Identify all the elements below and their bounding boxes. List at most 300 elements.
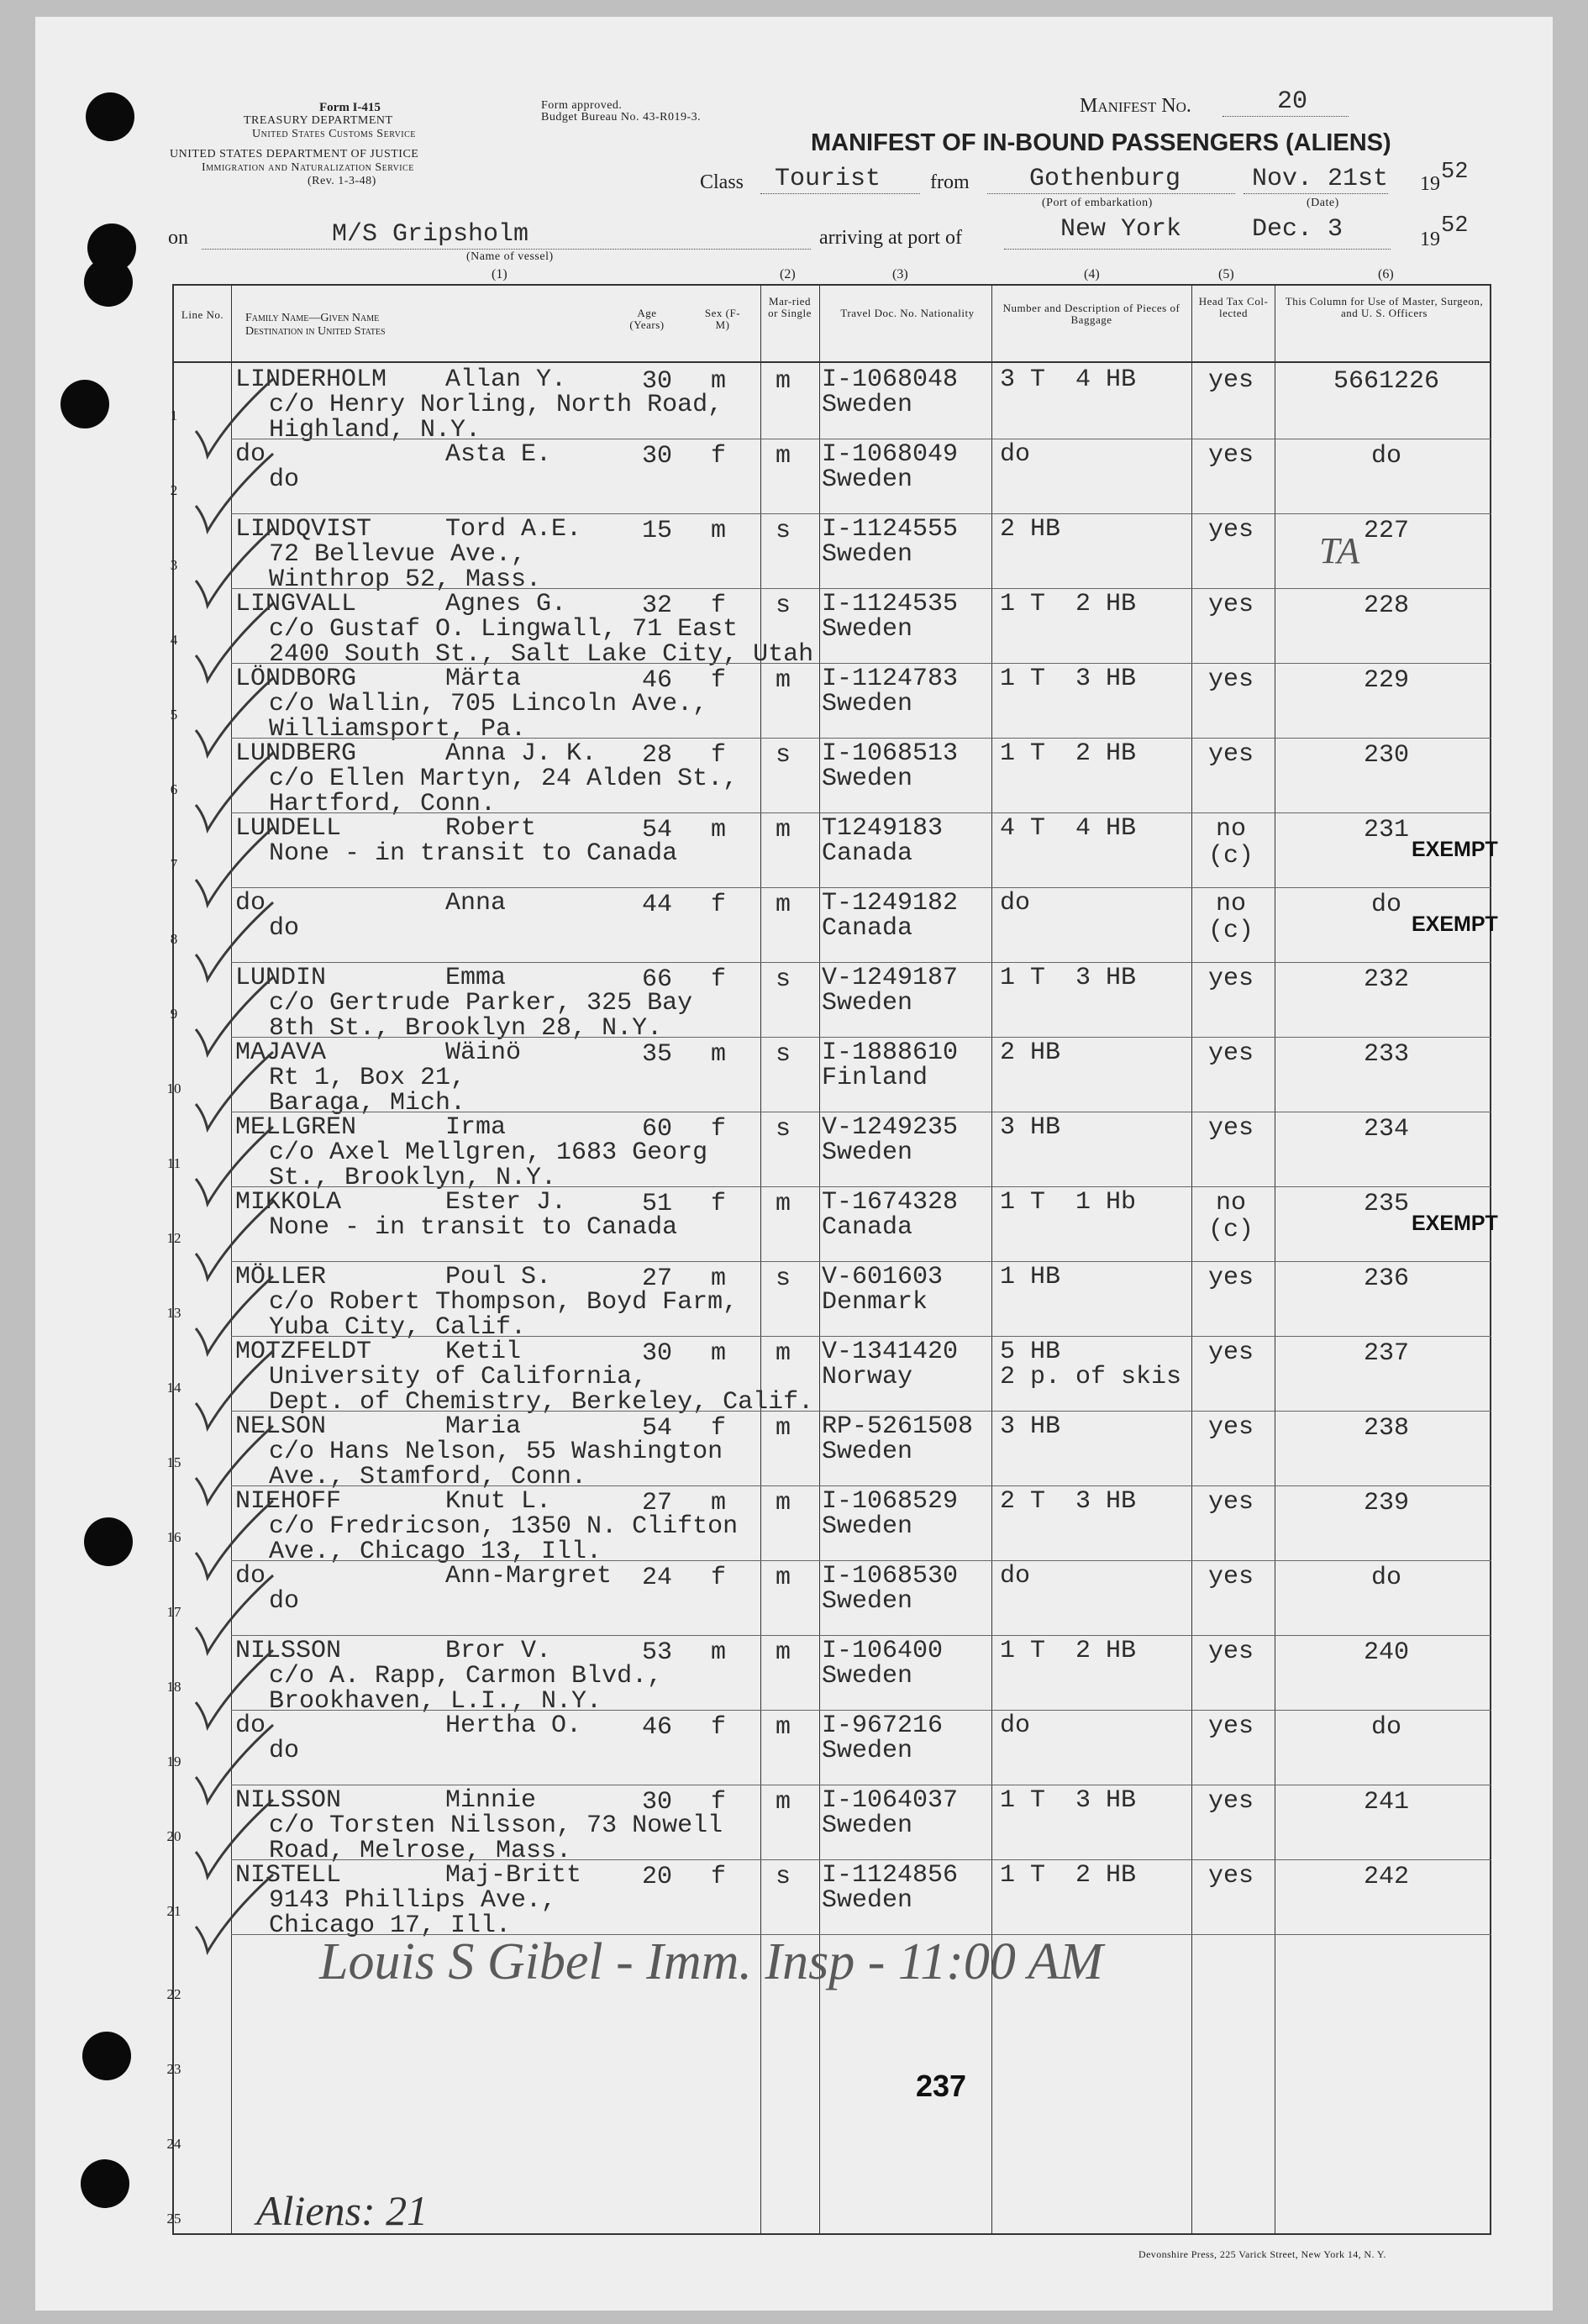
line-number: 16 — [166, 1529, 181, 1545]
travel-document: V-1341420 Norway — [822, 1338, 959, 1391]
manifest-title: MANIFEST OF IN-BOUND PASSENGERS (ALIENS) — [811, 129, 1391, 156]
travel-document: I-1124783 Sweden — [822, 665, 959, 718]
line-number: 20 — [166, 1828, 181, 1844]
travel-document: T1249183 Canada — [822, 814, 944, 868]
officer-entry: 233 — [1363, 1040, 1409, 1069]
aliens-count: Aliens: 21 — [256, 2187, 429, 2234]
baggage: 1 T 2 HB — [1000, 1861, 1137, 1890]
col-baggage: Number and Description of Pieces of Baggage — [1002, 302, 1180, 326]
head-tax: no (c) — [1207, 890, 1254, 945]
age: 66 — [641, 965, 672, 994]
marital-status: m — [775, 1638, 791, 1667]
destination: c/o Robert Thompson, Boyd Farm, Yuba City, Calif. — [269, 1288, 739, 1342]
travel-document: I-106400 Sweden — [822, 1637, 944, 1690]
travel-document: V-601603 Denmark — [822, 1263, 944, 1317]
table-row — [0, 588, 1588, 669]
officer-entry: 228 — [1363, 592, 1409, 620]
line-number: 8 — [170, 931, 178, 947]
head-tax: yes — [1207, 1338, 1254, 1367]
travel-document: I-1124555 Sweden — [822, 515, 959, 569]
officer-entry: do — [1370, 1713, 1401, 1742]
binder-hole — [86, 92, 134, 141]
destination: c/o Hans Nelson, 55 Washington Ave., Stamford, Conn. — [269, 1438, 723, 1491]
col-age: Age (Years) — [629, 307, 665, 331]
sex: f — [710, 891, 726, 919]
age: 60 — [641, 1115, 672, 1144]
sex: f — [710, 1863, 726, 1891]
head-tax: yes — [1207, 1039, 1254, 1068]
line-number: 6 — [170, 781, 178, 797]
on-label: on — [168, 227, 188, 249]
col-travel-doc: Travel Doc. No. Nationality — [840, 307, 975, 319]
revision: (Rev. 1-3-48) — [308, 175, 376, 187]
officer-entry: 229 — [1363, 666, 1409, 695]
officer-entry: 234 — [1363, 1115, 1409, 1144]
sex: m — [710, 1339, 726, 1368]
head-tax: yes — [1207, 516, 1254, 544]
col-married: Mar-ried or Single — [768, 295, 812, 319]
from-label: from — [930, 171, 970, 193]
family-name: NILSSON — [235, 1786, 342, 1815]
colnum: (2) — [780, 267, 796, 281]
head-tax: yes — [1207, 1563, 1254, 1591]
family-name: do — [235, 1562, 266, 1591]
marital-status: m — [775, 891, 791, 919]
colnum: (3) — [892, 267, 908, 281]
binder-hole — [82, 2032, 131, 2080]
travel-document: I-1064037 Sweden — [822, 1786, 959, 1840]
head-tax: yes — [1207, 965, 1254, 993]
destination: c/o Gustaf O. Lingwall, 71 East 2400 South St., Salt Lake City, Utah — [269, 615, 814, 669]
treasury-dept: TREASURY DEPARTMENT — [244, 114, 393, 127]
baggage: 2 T 3 HB — [1000, 1487, 1137, 1516]
passenger-entry — [235, 1713, 581, 1764]
line-number: 2 — [170, 482, 178, 498]
passenger-entry — [235, 891, 506, 941]
destination: None - in transit to Canada — [269, 1213, 678, 1242]
travel-document: I-1068529 Sweden — [822, 1487, 959, 1541]
table-row — [0, 439, 1588, 513]
marital-status: m — [775, 1564, 791, 1592]
baggage: 1 T 3 HB — [1000, 665, 1137, 693]
destination: do — [269, 914, 300, 943]
table-row — [0, 1186, 1588, 1261]
travel-document: V-1249187 Sweden — [822, 964, 959, 1017]
given-name: Märta — [445, 665, 522, 693]
given-name: Hertha O. — [445, 1711, 582, 1740]
depart-date: Nov. 21st — [1252, 165, 1389, 193]
family-name: NILSSON — [235, 1637, 342, 1665]
baggage: 1 T 3 HB — [1000, 1786, 1137, 1815]
officer-entry: 237 — [1363, 1339, 1409, 1368]
passenger-entry — [235, 1863, 581, 1938]
table-row — [0, 1560, 1588, 1635]
year-1: 52 — [1441, 160, 1469, 185]
officer-entry: 231 — [1363, 816, 1409, 844]
officer-entry: 238 — [1363, 1414, 1409, 1443]
sex: f — [710, 1564, 726, 1592]
line-number: 19 — [166, 1754, 181, 1769]
travel-document: I-1068048 Sweden — [822, 365, 959, 419]
colnum: (1) — [492, 267, 507, 281]
marital-status: m — [775, 816, 791, 844]
table-row — [0, 812, 1588, 887]
marital-status: s — [775, 1040, 791, 1069]
sex: f — [710, 442, 726, 471]
family-name: NISTELL — [235, 1861, 342, 1890]
head-tax: yes — [1207, 1264, 1254, 1292]
family-name: MELLGREN — [235, 1113, 357, 1142]
given-name: Asta E. — [445, 440, 552, 469]
exempt-stamp: EXEMPT — [1412, 912, 1498, 936]
baggage: 1 T 2 HB — [1000, 1637, 1137, 1665]
col-sex: Sex (F-M) — [704, 307, 741, 331]
baggage: 1 T 2 HB — [1000, 590, 1137, 618]
inspector-signature: Louis S Gibel - Imm. Insp - 11:00 AM — [319, 1933, 1103, 1990]
sex: f — [710, 1788, 726, 1817]
sex: f — [710, 1190, 726, 1218]
table-row — [0, 663, 1588, 744]
colnum: (5) — [1218, 267, 1234, 281]
officer-entry: do — [1370, 891, 1401, 919]
destination: c/o A. Rapp, Carmon Blvd., Brookhaven, L.I., N.Y. — [269, 1662, 663, 1716]
sex: m — [710, 816, 726, 844]
head-tax: yes — [1207, 1114, 1254, 1143]
passenger-entry — [235, 1040, 521, 1116]
baggage: 3 T 4 HB — [1000, 365, 1137, 394]
officer-entry: 242 — [1363, 1863, 1409, 1891]
year-prefix-1: 19 — [1420, 173, 1440, 195]
col-destination: Destination in United States — [245, 325, 386, 338]
marital-status: s — [775, 592, 791, 620]
given-name: Agnes G. — [445, 590, 567, 618]
sex: m — [710, 1265, 726, 1293]
form-number: Form I-415 — [319, 101, 381, 114]
officer-entry: 241 — [1363, 1788, 1409, 1817]
destination: c/o Ellen Martyn, 24 Alden St., Hartford, Conn. — [269, 765, 739, 818]
sex: m — [710, 1040, 726, 1069]
family-name: do — [235, 440, 266, 469]
marital-status: s — [775, 517, 791, 545]
travel-document: V-1249235 Sweden — [822, 1113, 959, 1167]
marital-status: s — [775, 1265, 791, 1293]
travel-document: I-1068530 Sweden — [822, 1562, 959, 1616]
line-number: 10 — [166, 1081, 181, 1096]
officer-entry: 230 — [1363, 741, 1409, 770]
passenger-entry — [235, 1190, 677, 1240]
destination: do — [269, 1737, 300, 1765]
printer-imprint: Devonshire Press, 225 Varick Street, New York 14, N. Y. — [1138, 2248, 1386, 2260]
age: 54 — [641, 816, 672, 844]
class-value: Tourist — [775, 165, 881, 193]
marital-status: m — [775, 1190, 791, 1218]
line-number: 5 — [170, 707, 178, 723]
line-number: 9 — [170, 1006, 178, 1022]
destination: c/o Gertrude Parker, 325 Bay 8th St., Brooklyn 28, N.Y. — [269, 989, 693, 1043]
marital-status: s — [775, 965, 791, 994]
destination: None - in transit to Canada — [269, 839, 678, 868]
year-2: 52 — [1441, 213, 1469, 239]
sex: f — [710, 965, 726, 994]
given-name: Irma — [445, 1113, 507, 1142]
form-approved: Form approved. — [541, 99, 623, 112]
sex: f — [710, 1713, 726, 1742]
age: 54 — [641, 1414, 672, 1443]
baggage: 3 HB — [1000, 1113, 1061, 1142]
family-name: LINDERHOLM — [235, 365, 387, 394]
given-name: Maria — [445, 1412, 522, 1441]
age: 30 — [641, 367, 672, 396]
marital-status: m — [775, 1713, 791, 1742]
line-number: 15 — [166, 1454, 181, 1470]
officer-entry: do — [1370, 442, 1401, 471]
officer-entry: 236 — [1363, 1265, 1409, 1293]
sex: f — [710, 592, 726, 620]
table-row — [0, 1710, 1588, 1785]
arrival-port: New York — [1060, 215, 1182, 244]
family-name: LUNDBERG — [235, 739, 357, 768]
age: 15 — [641, 517, 672, 545]
head-tax: yes — [1207, 1488, 1254, 1517]
age: 35 — [641, 1040, 672, 1069]
destination: c/o Wallin, 705 Lincoln Ave., Williamsport, Pa. — [269, 690, 708, 744]
head-tax: yes — [1207, 1862, 1254, 1890]
ins-service: Immigration and Naturalization Service — [202, 161, 414, 174]
vessel-name: M/S Gripsholm — [332, 220, 529, 249]
arrival-date: Dec. 3 — [1252, 215, 1343, 244]
age: 20 — [641, 1863, 672, 1891]
officer-entry: 239 — [1363, 1489, 1409, 1517]
destination: do — [269, 465, 300, 494]
arriving-label: arriving at port of — [819, 227, 962, 249]
given-name: Anna J. K. — [445, 739, 597, 768]
travel-document: I-1124535 Sweden — [822, 590, 959, 644]
baggage: 2 HB — [1000, 515, 1061, 544]
baggage: 3 HB — [1000, 1412, 1061, 1441]
colnum: (4) — [1084, 267, 1100, 281]
head-tax: yes — [1207, 441, 1254, 470]
line-number: 25 — [166, 2211, 181, 2227]
age: 51 — [641, 1190, 672, 1218]
dept-of-justice: UNITED STATES DEPARTMENT OF JUSTICE — [170, 148, 419, 160]
age: 30 — [641, 442, 672, 471]
baggage: 1 HB — [1000, 1263, 1061, 1291]
line-number: 17 — [166, 1604, 181, 1620]
table-row — [0, 1037, 1588, 1117]
line-number: 12 — [166, 1230, 181, 1246]
sex: m — [710, 1638, 726, 1667]
stamp-number: 237 — [916, 2069, 967, 2103]
family-name: do — [235, 889, 266, 918]
age: 46 — [641, 666, 672, 695]
marital-status: m — [775, 1788, 791, 1817]
col-name: Family Name—Given Name — [245, 312, 380, 324]
binder-hole — [81, 2159, 129, 2208]
manifest-label: Manifest No. — [1080, 95, 1191, 117]
family-name: do — [235, 1711, 266, 1740]
officer-entry: 227 — [1363, 517, 1409, 545]
travel-document: I-1068513 Sweden — [822, 739, 959, 793]
travel-document: I-1888610 Finland — [822, 1038, 959, 1092]
family-name: MÖLLER — [235, 1263, 327, 1291]
given-name: Anna — [445, 889, 507, 918]
col-line-no: Line No. — [181, 308, 224, 321]
line-number: 3 — [170, 557, 178, 573]
table-row — [0, 1859, 1588, 1940]
marital-status: m — [775, 442, 791, 471]
head-tax: no (c) — [1207, 1189, 1254, 1244]
head-tax: yes — [1207, 1712, 1254, 1741]
passenger-entry — [235, 517, 581, 592]
exempt-stamp: EXEMPT — [1412, 838, 1498, 861]
travel-document: I-1068049 Sweden — [822, 440, 959, 494]
officer-initials: TA — [1319, 530, 1360, 571]
family-name: LUNDELL — [235, 814, 342, 843]
destination: c/o Henry Norling, North Road, Highland, N.Y. — [269, 391, 723, 444]
age: 32 — [641, 592, 672, 620]
table-row — [0, 962, 1588, 1043]
given-name: Poul S. — [445, 1263, 552, 1291]
table-row — [0, 1411, 1588, 1491]
head-tax: yes — [1207, 1638, 1254, 1666]
destination: 72 Bellevue Ave., Winthrop 52, Mass. — [269, 540, 542, 594]
age: 24 — [641, 1564, 672, 1592]
colnum: (6) — [1378, 267, 1394, 281]
line-number: 23 — [166, 2061, 181, 2077]
sex: f — [710, 1115, 726, 1144]
line-number: 13 — [166, 1305, 181, 1321]
family-name: MOTZFELDT — [235, 1338, 372, 1366]
age: 30 — [641, 1339, 672, 1368]
given-name: Knut L. — [445, 1487, 552, 1516]
destination: c/o Fredricson, 1350 N. Clifton Ave., Chicago 13, Ill. — [269, 1512, 739, 1566]
vessel-note: (Name of vessel) — [466, 250, 554, 263]
travel-document: RP-5261508 Sweden — [822, 1412, 974, 1466]
date-note: (Date) — [1307, 197, 1339, 209]
head-tax: yes — [1207, 1787, 1254, 1816]
family-name: NIEHOFF — [235, 1487, 342, 1516]
destination: 9143 Phillips Ave., Chicago 17, Ill. — [269, 1886, 557, 1940]
given-name: Robert — [445, 814, 537, 843]
table-row — [0, 1785, 1588, 1865]
line-number: 4 — [170, 632, 178, 648]
travel-document: T-1674328 Canada — [822, 1188, 959, 1242]
given-name: Minnie — [445, 1786, 537, 1815]
table-row — [0, 738, 1588, 818]
baggage: 5 HB 2 p. of skis — [1000, 1338, 1182, 1391]
line-number: 24 — [166, 2136, 181, 2152]
baggage: do — [1000, 1562, 1031, 1591]
table-row — [0, 364, 1588, 444]
line-number: 7 — [170, 856, 178, 872]
given-name: Emma — [445, 964, 507, 992]
head-tax: yes — [1207, 366, 1254, 395]
marital-status: s — [775, 741, 791, 770]
given-name: Bror V. — [445, 1637, 552, 1665]
age: 28 — [641, 741, 672, 770]
baggage: 4 T 4 HB — [1000, 814, 1137, 843]
age: 53 — [641, 1638, 672, 1667]
marital-status: m — [775, 1414, 791, 1443]
marital-status: s — [775, 1863, 791, 1891]
table-row — [0, 1485, 1588, 1566]
marital-status: m — [775, 1489, 791, 1517]
baggage: 1 T 2 HB — [1000, 739, 1137, 768]
table-row — [0, 1635, 1588, 1716]
family-name: LINDQVIST — [235, 515, 372, 544]
travel-document: I-967216 Sweden — [822, 1711, 944, 1765]
given-name: Wäinö — [445, 1038, 522, 1067]
given-name: Ester J. — [445, 1188, 567, 1217]
head-tax: yes — [1207, 1413, 1254, 1442]
officer-entry: 5661226 — [1333, 367, 1440, 396]
given-name: Maj-Britt — [445, 1861, 582, 1890]
line-number: 1 — [170, 407, 178, 423]
marital-status: m — [775, 666, 791, 695]
line-number: 21 — [166, 1903, 181, 1919]
destination: University of California, Dept. of Chemistry, Berkeley, Calif. — [269, 1363, 814, 1417]
age: 44 — [641, 891, 672, 919]
manifest-number: 20 — [1277, 87, 1308, 116]
embark-note: (Port of embarkation) — [1042, 197, 1153, 209]
binder-hole — [84, 258, 133, 307]
passenger-entry — [235, 1638, 662, 1714]
family-name: MIKKOLA — [235, 1188, 342, 1217]
marital-status: m — [775, 367, 791, 396]
travel-document: T-1249182 Canada — [822, 889, 959, 943]
year-prefix-2: 19 — [1420, 229, 1440, 250]
officer-entry: 235 — [1363, 1190, 1409, 1218]
budget-bureau: Budget Bureau No. 43-R019-3. — [541, 111, 702, 124]
baggage: do — [1000, 1711, 1031, 1740]
table-row — [0, 887, 1588, 962]
class-label: Class — [700, 171, 744, 193]
sex: f — [710, 741, 726, 770]
line-number: 11 — [166, 1155, 181, 1171]
family-name: LÖNDBORG — [235, 665, 357, 693]
age: 27 — [641, 1489, 672, 1517]
table-row — [0, 1261, 1588, 1342]
marital-status: m — [775, 1339, 791, 1368]
destination: do — [269, 1587, 300, 1616]
sex: m — [710, 367, 726, 396]
family-name: MAJAVA — [235, 1038, 327, 1067]
destination: Rt 1, Box 21, Baraga, Mich. — [269, 1064, 466, 1117]
table-row — [0, 1336, 1588, 1417]
sex: f — [710, 1414, 726, 1443]
passenger-entry — [235, 1564, 612, 1614]
customs-service: United States Customs Service — [252, 128, 416, 140]
marital-status: s — [775, 1115, 791, 1144]
family-name: NELSON — [235, 1412, 327, 1441]
head-tax: yes — [1207, 740, 1254, 769]
head-tax: no (c) — [1207, 815, 1254, 870]
line-number: 22 — [166, 1986, 181, 2002]
baggage: do — [1000, 889, 1031, 918]
passenger-entry — [235, 965, 692, 1041]
family-name: LUNDIN — [235, 964, 327, 992]
sex: m — [710, 517, 726, 545]
sex: m — [710, 1489, 726, 1517]
age: 30 — [641, 1788, 672, 1817]
officer-entry: 232 — [1363, 965, 1409, 994]
officer-entry: 240 — [1363, 1638, 1409, 1667]
line-number: 18 — [166, 1679, 181, 1695]
given-name: Ann-Margret — [445, 1562, 613, 1591]
age: 27 — [641, 1265, 672, 1293]
embark-port: Gothenburg — [1029, 165, 1181, 193]
head-tax: yes — [1207, 591, 1254, 619]
